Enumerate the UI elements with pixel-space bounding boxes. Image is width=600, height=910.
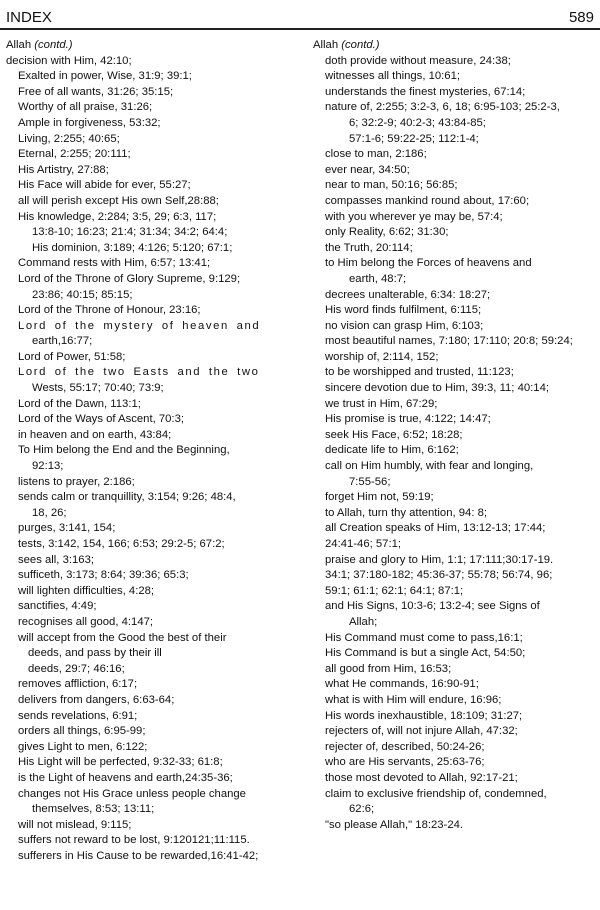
index-entry-line: to Allah, turn thy attention, 94: 8; bbox=[325, 506, 488, 519]
index-entry-line: Lord of the mystery of heaven and bbox=[18, 319, 261, 332]
index-entry-line: 7:55-56; bbox=[349, 475, 391, 488]
index-entry-line: sincere devotion due to Him, 39:3, 11; 40:14; bbox=[325, 382, 549, 395]
index-entry-line: 6; 32:2-9; 40:2-3; 43:84-85; bbox=[349, 116, 486, 129]
index-entry-line: sufferers in His Cause to be rewarded,16:41-42; bbox=[18, 849, 259, 862]
index-entry-line: will not mislead, 9:115; bbox=[18, 818, 132, 831]
index-entry-line: Command rests with Him, 6:57; 13:41; bbox=[18, 257, 211, 270]
index-entry-line: only Reality, 6:62; 31:30; bbox=[325, 226, 449, 239]
index-entry-line: sufficeth, 3:173; 8:64; 39:36; 65:3; bbox=[18, 569, 189, 582]
index-entry-line: 18, 26; bbox=[32, 506, 67, 519]
index-entry-line: earth,16:77; bbox=[32, 335, 93, 348]
index-entry-line: sends calm or tranquillity, 3:154; 9:26; 48:4, bbox=[18, 491, 236, 504]
index-entry-line: to Him belong the Forces of heavens and bbox=[325, 257, 532, 270]
index-entry-line: call on Him humbly, with fear and longing, bbox=[325, 460, 534, 473]
index-entry-line: His Command is but a single Act, 54:50; bbox=[325, 647, 526, 660]
index-entry-line: all will perish except His own Self,28:88; bbox=[18, 194, 219, 207]
index-entry-line: most beautiful names, 7:180; 17:110; 20:8; 59:24; bbox=[325, 335, 573, 348]
index-entry-line: Exalted in power, Wise, 31:9; 39:1; bbox=[18, 70, 192, 83]
index-entry-line: Wests, 55:17; 70:40; 73:9; bbox=[32, 382, 164, 395]
index-entry-line: His Command must come to pass,16:1; bbox=[325, 631, 523, 644]
index-entry-line: Living, 2:255; 40:65; bbox=[18, 132, 120, 145]
index-entry-line: earth, 48:7; bbox=[349, 272, 407, 285]
index-entry-line: themselves, 8:53; 13:11; bbox=[32, 803, 155, 816]
index-entry-line: 13:8-10; 16:23; 21:4; 31:34; 34:2; 64:4; bbox=[32, 226, 228, 239]
index-entry-line: delivers from dangers, 6:63-64; bbox=[18, 693, 175, 706]
index-entry-line: is the Light of heavens and earth,24:35-36; bbox=[18, 771, 233, 784]
section-title: INDEX bbox=[6, 9, 52, 26]
index-entry-line: sanctifies, 4:49; bbox=[18, 600, 97, 613]
index-entry-line: rejecters of, will not injure Allah, 47:32; bbox=[325, 725, 518, 738]
index-entry-line: sees all, 3:163; bbox=[18, 553, 94, 566]
index-entry-line: Lord of the Throne of Glory Supreme, 9:129; bbox=[18, 272, 241, 285]
index-entry-line: To Him belong the End and the Beginning, bbox=[18, 444, 230, 457]
index-entry-line: His words inexhaustible, 18:109; 31:27; bbox=[325, 709, 523, 722]
index-entry-line: His dominion, 3:189; 4:126; 5:120; 67:1; bbox=[32, 241, 233, 254]
index-entry-line: in heaven and on earth, 43:84; bbox=[18, 428, 172, 441]
index-entry-line: to be worshipped and trusted, 11:123; bbox=[325, 366, 514, 379]
index-entry-line: orders all things, 6:95-99; bbox=[18, 725, 146, 738]
index-entry-line: Lord of the Ways of Ascent, 70:3; bbox=[18, 413, 184, 426]
index-entry-line: Lord of the Dawn, 113:1; bbox=[18, 397, 141, 410]
index-entry-line: we trust in Him, 67:29; bbox=[325, 397, 438, 410]
index-entry-line: Allah; bbox=[349, 615, 378, 628]
page-header bbox=[6, 2, 594, 26]
index-entry-line: Lord of the Throne of Honour, 23:16; bbox=[18, 304, 201, 317]
index-entry-line: His Artistry, 27:88; bbox=[18, 163, 109, 176]
index-entry-line: Worthy of all praise, 31:26; bbox=[18, 101, 153, 114]
index-entry-line: will accept from the Good the best of their bbox=[18, 631, 227, 644]
page-number: 589 bbox=[568, 9, 594, 26]
index-entry-line: worship of, 2:114, 152; bbox=[325, 350, 439, 363]
index-entry-line: rejecter of, described, 50:24-26; bbox=[325, 740, 485, 753]
index-entry-line: 24:41-46; 57:1; bbox=[325, 538, 402, 550]
index-column-left bbox=[6, 38, 294, 864]
index-entry-line: claim to exclusive friendship of, condemned, bbox=[325, 787, 547, 800]
index-entry-line: suffers not reward to be lost, 9:120121;11:115. bbox=[18, 834, 250, 847]
index-entry-line: will lighten difficulties, 4:28; bbox=[18, 584, 155, 597]
index-entry-line: all good from Him, 16:53; bbox=[325, 662, 452, 675]
index-entry-line: gives Light to men, 6:122; bbox=[18, 740, 148, 753]
index-entry-line: decrees unalterable, 6:34: 18:27; bbox=[325, 288, 491, 301]
entry-heading: Allah (contd.) bbox=[6, 39, 73, 51]
entry-heading: Allah (contd.) bbox=[313, 39, 380, 51]
index-entry-line: His word finds fulfilment, 6:115; bbox=[325, 304, 482, 317]
index-entry-line: understands the finest mysteries, 67:14; bbox=[325, 85, 526, 98]
index-entry-line: His knowledge, 2:284; 3:5, 29; 6:3, 117; bbox=[18, 210, 217, 223]
index-entry-line: 23:86; 40:15; 85:15; bbox=[32, 288, 133, 301]
index-entry-line: Ample in forgiveness, 53:32; bbox=[18, 116, 161, 129]
index-entry-line: 57:1-6; 59:22-25; 112:1-4; bbox=[349, 132, 479, 145]
index-entry-line: what is with Him will endure, 16:96; bbox=[325, 693, 502, 706]
index-entry-line: 62:6; bbox=[349, 803, 375, 816]
index-entry-line: Free of all wants, 31:26; 35:15; bbox=[18, 85, 174, 98]
index-entry-line: with you wherever ye may be, 57:4; bbox=[325, 210, 503, 223]
index-entry-line: tests, 3:142, 154, 166; 6:53; 29:2-5; 67:2; bbox=[18, 538, 225, 550]
index-entry-line: close to man, 2:186; bbox=[325, 148, 427, 161]
index-entry-line: removes affliction, 6:17; bbox=[18, 678, 138, 691]
index-entry-line: forget Him not, 59:19; bbox=[325, 491, 434, 504]
index-entry-line: seek His Face, 6:52; 18:28; bbox=[325, 428, 463, 441]
index-entry-line: His Face will abide for ever, 55:27; bbox=[18, 179, 191, 192]
index-entry-line: His Light will be perfected, 9:32-33; 61:8; bbox=[18, 756, 223, 769]
index-entry-line: listens to prayer, 2:186; bbox=[18, 475, 135, 488]
index-entry-line: His promise is true, 4:122; 14:47; bbox=[325, 413, 491, 426]
index-entry-line: 34:1; 37:180-182; 45:36-37; 55:78; 56:74, 96; bbox=[325, 569, 553, 582]
index-entry-line: all Creation speaks of Him, 13:12-13; 17:44; bbox=[325, 522, 546, 535]
index-entry-line: nature of, 2:255; 3:2-3, 6, 18; 6:95-103; 25:2-3, bbox=[325, 101, 560, 114]
index-entry-line: deeds, and pass by their ill bbox=[28, 647, 162, 660]
index-entry-line: "so please Allah," 18:23-24. bbox=[325, 818, 464, 831]
index-entry-line: compasses mankind round about, 17:60; bbox=[325, 194, 530, 207]
index-entry-line: 59:1; 61:1; 62:1; 64:1; 87:1; bbox=[325, 584, 464, 597]
index-entry-line: deeds, 29:7; 46:16; bbox=[28, 662, 125, 675]
index-entry-line: Lord of Power, 51:58; bbox=[18, 350, 126, 363]
header-rule bbox=[0, 28, 600, 30]
index-entry-line: the Truth, 20:114; bbox=[325, 241, 413, 254]
index-entry-line: purges, 3:141, 154; bbox=[18, 522, 116, 535]
index-column-right bbox=[313, 38, 598, 833]
index-entry-line: praise and glory to Him, 1:1; 17:111;30:17-19. bbox=[325, 553, 554, 566]
index-entry-line: doth provide without measure, 24:38; bbox=[325, 54, 511, 67]
index-entry-line: those most devoted to Allah, 92:17-21; bbox=[325, 771, 518, 784]
index-entry-line: who are His servants, 25:63-76; bbox=[325, 756, 485, 769]
index-entry-line: decision with Him, 42:10; bbox=[6, 54, 132, 67]
index-entry-line: Lord of the two Easts and the two bbox=[18, 366, 260, 379]
index-entry-line: no vision can grasp Him, 6:103; bbox=[325, 319, 484, 332]
index-entry-line: what He commands, 16:90-91; bbox=[325, 678, 479, 691]
index-entry-line: Eternal, 2:255; 20:111; bbox=[18, 148, 131, 161]
index-entry-line: recognises all good, 4:147; bbox=[18, 615, 154, 628]
index-entry-line: sends revelations, 6:91; bbox=[18, 709, 138, 722]
index-entry-line: dedicate life to Him, 6:162; bbox=[325, 444, 459, 457]
index-entry-line: ever near, 34:50; bbox=[325, 163, 410, 176]
index-entry-line: witnesses all things, 10:61; bbox=[325, 70, 461, 83]
index-entry-line: near to man, 50:16; 56:85; bbox=[325, 179, 458, 192]
index-entry-line: and His Signs, 10:3-6; 13:2-4; see Signs of bbox=[325, 600, 540, 613]
index-entry-line: 92:13; bbox=[32, 460, 64, 473]
index-entry-line: changes not His Grace unless people change bbox=[18, 787, 246, 800]
